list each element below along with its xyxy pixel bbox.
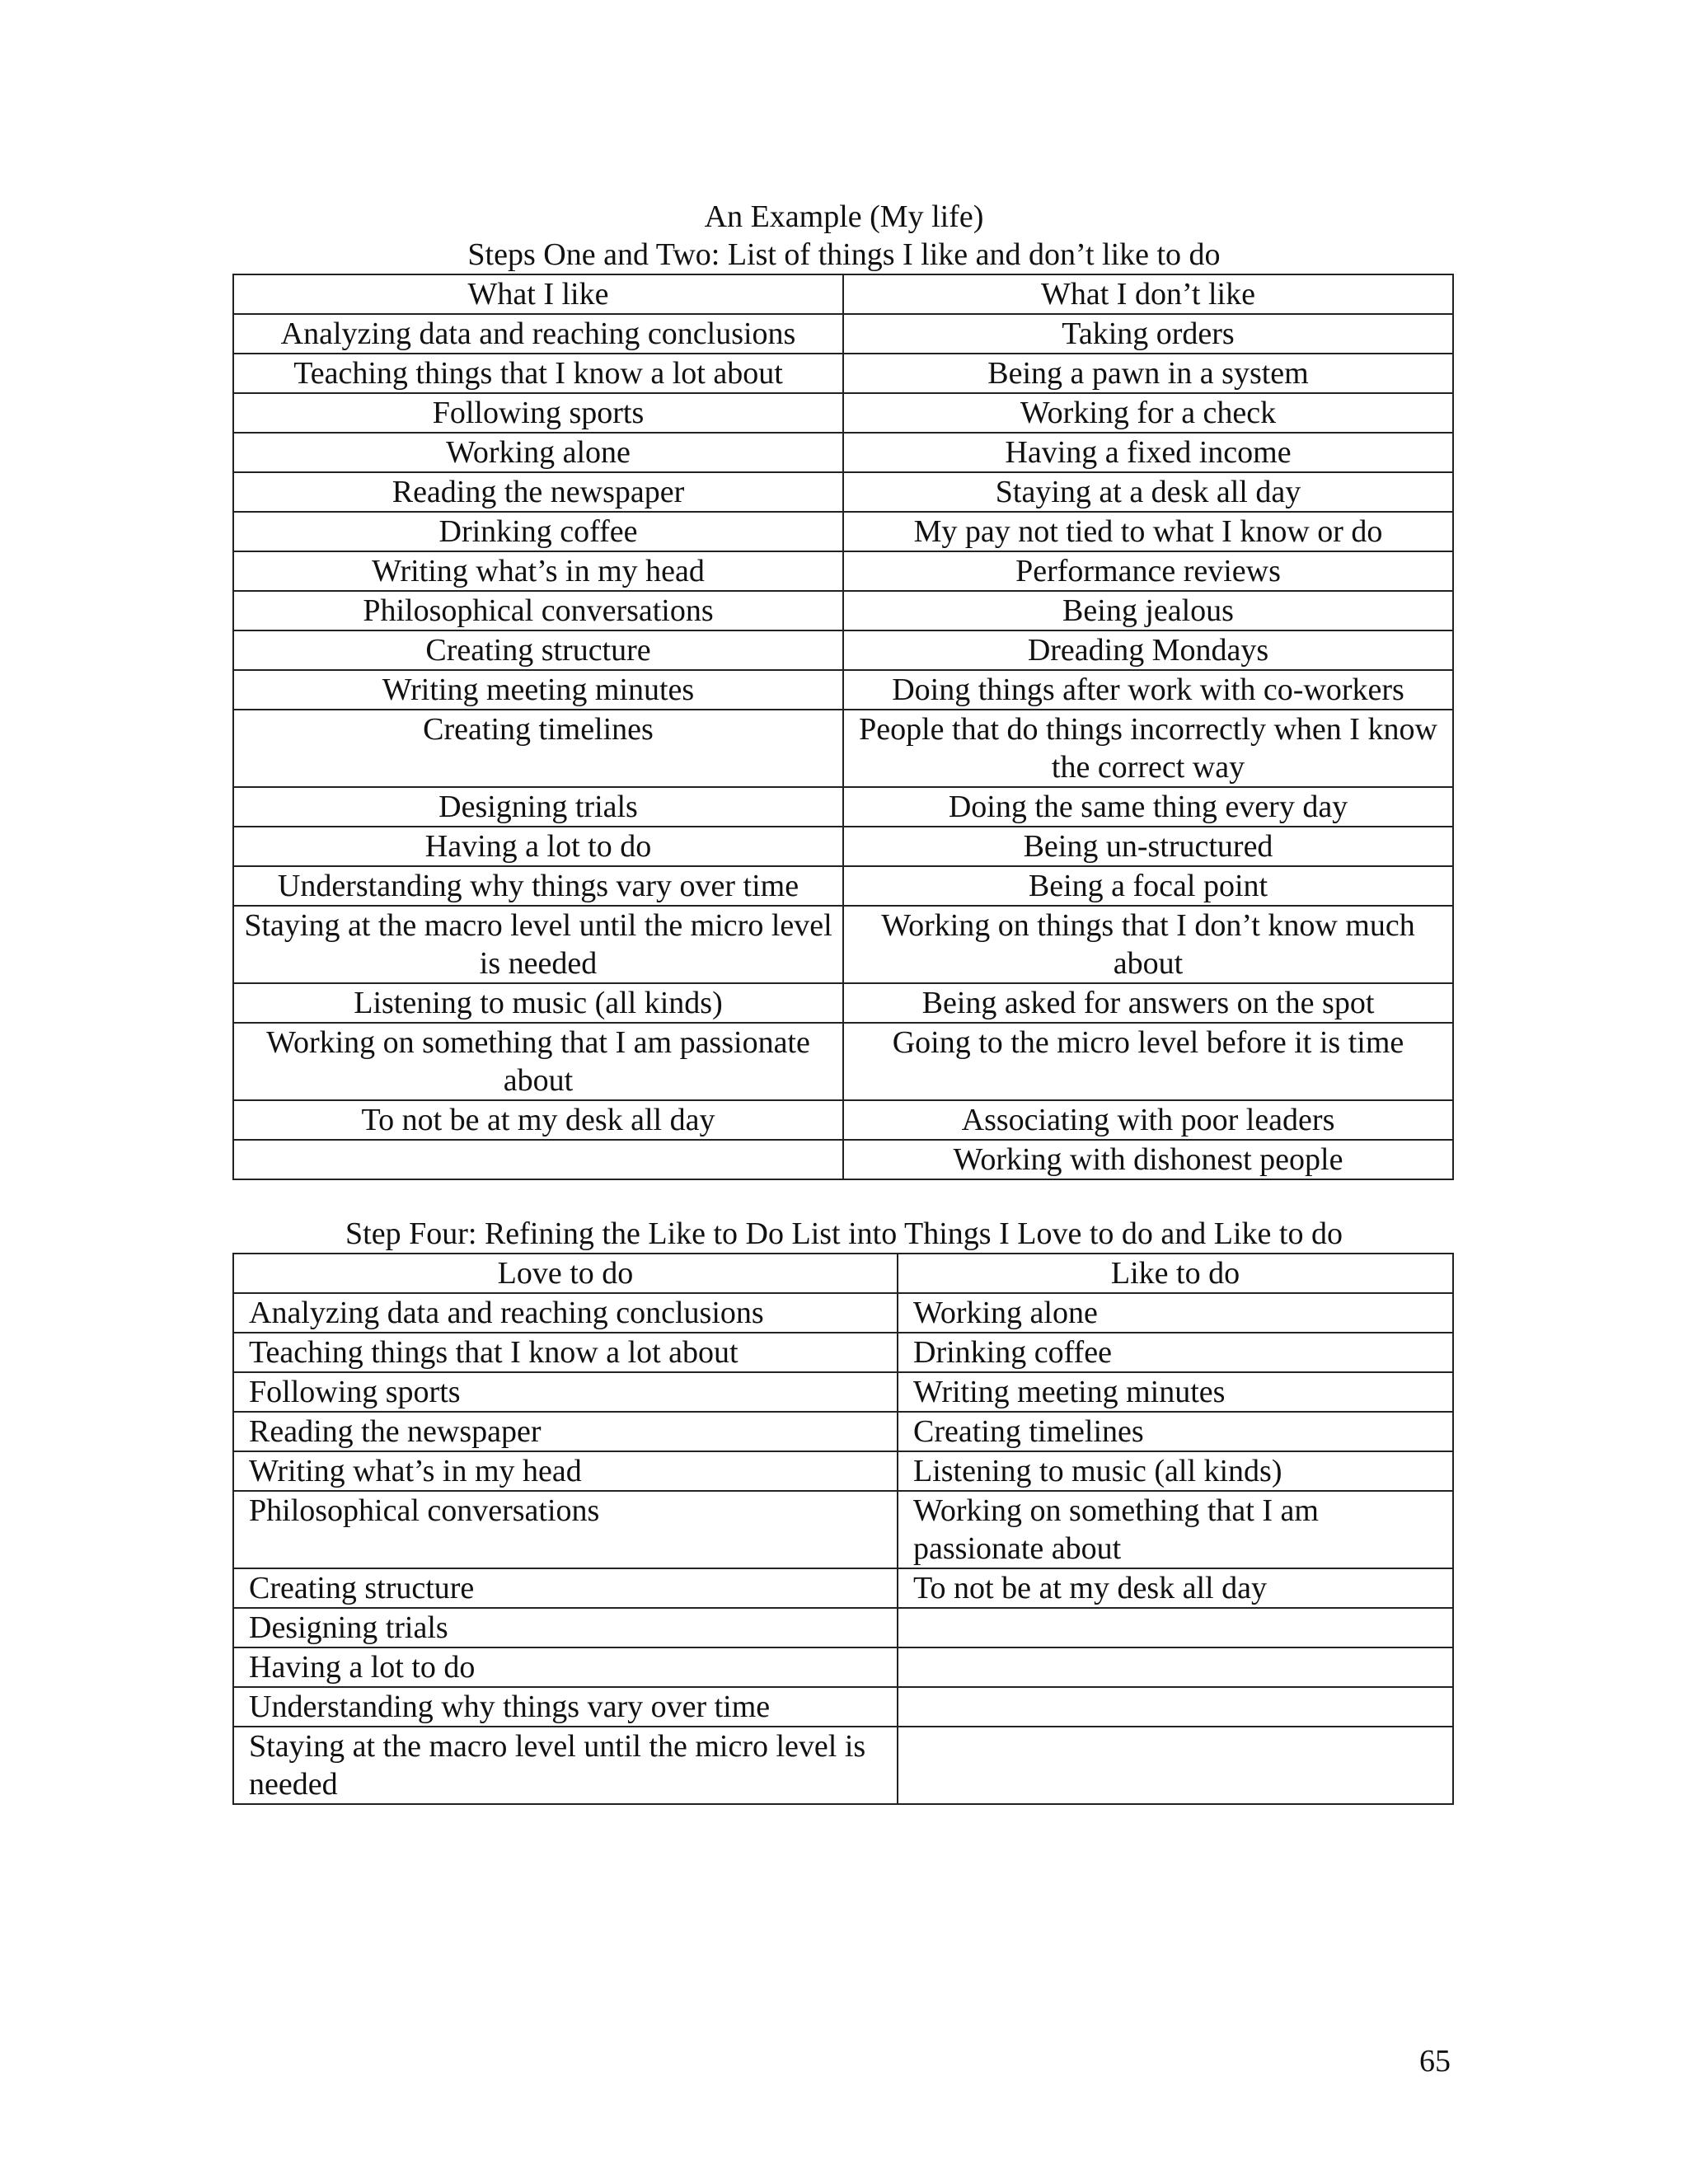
- like-cell: [898, 1687, 1453, 1727]
- table-row: [233, 314, 1453, 354]
- likes-dislikes-table: [232, 274, 1454, 1180]
- table2-heading: Step Four: Refining the Like to Do List into Things I Love to do and Like to do: [345, 1216, 1343, 1251]
- column-header-love: Love to do: [233, 1254, 898, 1293]
- dislike-cell: Working with dishonest people: [843, 1140, 1453, 1179]
- dislike-cell: Staying at a desk all day: [843, 472, 1453, 512]
- like-cell: Following sports: [233, 393, 843, 433]
- like-cell: [233, 1140, 843, 1179]
- like-cell: Working alone: [898, 1293, 1453, 1333]
- dislike-cell: Having a fixed income: [843, 433, 1453, 472]
- like-cell: [898, 1727, 1453, 1804]
- table-row: [233, 512, 1453, 551]
- dislike-cell: Working on things that I don’t know much about: [843, 906, 1453, 983]
- table-row: [233, 1100, 1453, 1140]
- like-cell: Drinking coffee: [233, 512, 843, 551]
- like-cell: Creating timelines: [233, 710, 843, 787]
- love-cell: Reading the newspaper: [233, 1412, 898, 1451]
- like-cell: Philosophical conversations: [233, 591, 843, 630]
- like-cell: Teaching things that I know a lot about: [233, 354, 843, 393]
- love-cell: Analyzing data and reaching conclusions: [233, 1293, 898, 1333]
- table1-heading: Steps One and Two: List of things I like and don’t like to do: [467, 237, 1221, 272]
- like-cell: Listening to music (all kinds): [233, 983, 843, 1023]
- table-row: [233, 1140, 1453, 1179]
- table-row: [233, 1727, 1453, 1804]
- table-row: [233, 1293, 1453, 1333]
- like-cell: Analyzing data and reaching conclusions: [233, 314, 843, 354]
- dislike-cell: Associating with poor leaders: [843, 1100, 1453, 1140]
- column-header-dislikes: What I don’t like: [843, 274, 1453, 314]
- dislike-cell: Being asked for answers on the spot: [843, 983, 1453, 1023]
- love-cell: Following sports: [233, 1372, 898, 1412]
- table-row: [233, 670, 1453, 710]
- dislike-cell: People that do things incorrectly when I know the correct way: [843, 710, 1453, 787]
- table-row: [233, 393, 1453, 433]
- dislike-cell: Going to the micro level before it is time: [843, 1023, 1453, 1100]
- page-number: 65: [1419, 2044, 1451, 2079]
- dislike-cell: Being jealous: [843, 591, 1453, 630]
- page-title: An Example (My life): [704, 199, 984, 234]
- like-cell: Creating structure: [233, 630, 843, 670]
- dislike-cell: Doing things after work with co-workers: [843, 670, 1453, 710]
- table-row: [233, 983, 1453, 1023]
- table-header-row: [233, 274, 1453, 314]
- love-cell: Designing trials: [233, 1608, 898, 1647]
- like-cell: [898, 1608, 1453, 1647]
- dislike-cell: Taking orders: [843, 314, 1453, 354]
- dislike-cell: Being a focal point: [843, 866, 1453, 906]
- like-cell: Creating timelines: [898, 1412, 1453, 1451]
- love-cell: Philosophical conversations: [233, 1491, 898, 1568]
- like-cell: Working on something that I am passionate about: [233, 1023, 843, 1100]
- table-row: [233, 787, 1453, 827]
- like-cell: Writing meeting minutes: [898, 1372, 1453, 1412]
- like-cell: To not be at my desk all day: [233, 1100, 843, 1140]
- like-cell: Having a lot to do: [233, 827, 843, 866]
- dislike-cell: Performance reviews: [843, 551, 1453, 591]
- table-row: [233, 630, 1453, 670]
- like-cell: Listening to music (all kinds): [898, 1451, 1453, 1491]
- like-cell: Reading the newspaper: [233, 472, 843, 512]
- dislike-cell: Being un-structured: [843, 827, 1453, 866]
- table-row: [233, 906, 1453, 983]
- table-row: [233, 1687, 1453, 1727]
- love-cell: Creating structure: [233, 1568, 898, 1608]
- like-cell: Writing meeting minutes: [233, 670, 843, 710]
- table-header-row: [233, 1254, 1453, 1293]
- table-row: [233, 827, 1453, 866]
- table-row: [233, 710, 1453, 787]
- column-header-likes: What I like: [233, 274, 843, 314]
- table-row: [233, 866, 1453, 906]
- love-cell: Having a lot to do: [233, 1647, 898, 1687]
- table-row: [233, 551, 1453, 591]
- table-row: [233, 1647, 1453, 1687]
- like-cell: Writing what’s in my head: [233, 551, 843, 591]
- table-row: [233, 1491, 1453, 1568]
- love-like-table-body: [233, 1254, 1453, 1804]
- table-row: [233, 433, 1453, 472]
- love-cell: Understanding why things vary over time: [233, 1687, 898, 1727]
- like-cell: Understanding why things vary over time: [233, 866, 843, 906]
- table-row: [233, 1372, 1453, 1412]
- table-row: [233, 354, 1453, 393]
- dislike-cell: My pay not tied to what I know or do: [843, 512, 1453, 551]
- like-cell: Working on something that I am passionate about: [898, 1491, 1453, 1568]
- like-cell: Drinking coffee: [898, 1333, 1453, 1372]
- table-row: [233, 472, 1453, 512]
- like-cell: To not be at my desk all day: [898, 1568, 1453, 1608]
- table-row: [233, 1333, 1453, 1372]
- love-cell: Staying at the macro level until the micro level is needed: [233, 1727, 898, 1804]
- love-cell: Teaching things that I know a lot about: [233, 1333, 898, 1372]
- table-row: [233, 1568, 1453, 1608]
- column-header-like: Like to do: [898, 1254, 1453, 1293]
- table-row: [233, 1023, 1453, 1100]
- like-cell: [898, 1647, 1453, 1687]
- table-row: [233, 1451, 1453, 1491]
- table-row: [233, 591, 1453, 630]
- likes-dislikes-table-body: [233, 274, 1453, 1179]
- table-row: [233, 1412, 1453, 1451]
- table-row: [233, 1608, 1453, 1647]
- dislike-cell: Dreading Mondays: [843, 630, 1453, 670]
- like-cell: Working alone: [233, 433, 843, 472]
- like-cell: Designing trials: [233, 787, 843, 827]
- like-cell: Staying at the macro level until the micro level is needed: [233, 906, 843, 983]
- dislike-cell: Being a pawn in a system: [843, 354, 1453, 393]
- dislike-cell: Working for a check: [843, 393, 1453, 433]
- love-like-table: [232, 1253, 1454, 1805]
- love-cell: Writing what’s in my head: [233, 1451, 898, 1491]
- dislike-cell: Doing the same thing every day: [843, 787, 1453, 827]
